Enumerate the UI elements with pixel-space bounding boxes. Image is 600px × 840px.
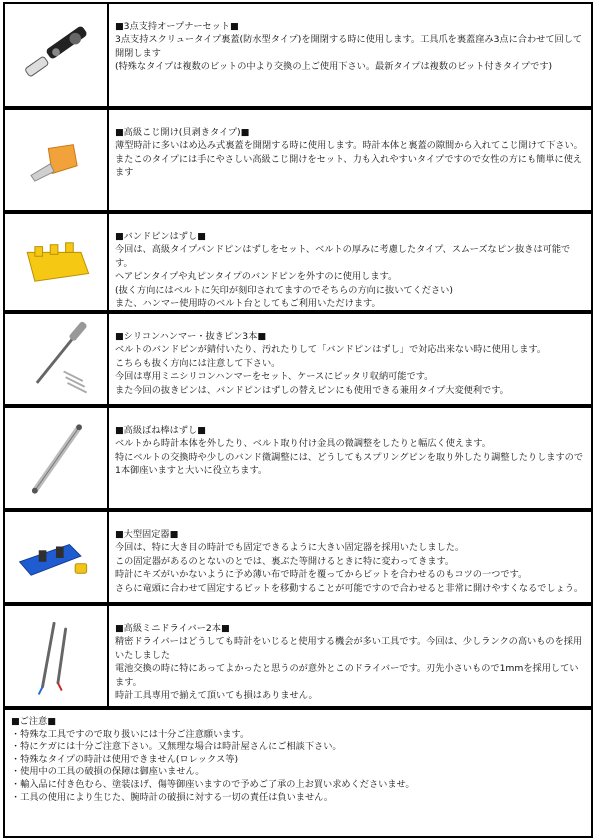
- tool-text-line: (抜く方向にはベルトに矢印が刻印されてますのでそちらの方向に抜いてください): [115, 284, 453, 296]
- tool-text-line: こちらも抜く方向には注意して下さい。: [115, 357, 281, 369]
- caution-title: ■ご注意■: [11, 716, 56, 727]
- tool-text-line: (特殊なタイプは複数のビットの中より交換の上ご使用下さい。最新タイプは複数のビット付きタイプです): [115, 61, 553, 73]
- tool-row-case-holder: [3, 510, 593, 604]
- tool-title: ■3点支持オープナーセット■: [115, 21, 239, 32]
- tool-description: [115, 20, 585, 74]
- tool-text-line: 時計にキズがいかないように予め薄い布で時計を覆ってからビットを合わせるのもコツの一つです。: [115, 569, 528, 581]
- tool-text-line: またこのタイプには手にやさしい高級こじ開けをセット、力も入れやすいタイプですので女性の方にも簡単に使えます: [115, 153, 583, 179]
- tool-row-case-knife: [3, 108, 593, 212]
- case-holder-icon: [5, 512, 109, 602]
- tool-row-hammer-pins: [3, 312, 593, 406]
- hammer-pins-icon: [5, 314, 109, 404]
- tool-title: ■高級ミニドライバー2本■: [115, 623, 230, 634]
- tool-title: ■シリコンハンマー・抜きピン3本■: [115, 331, 267, 342]
- case-knife-icon: [5, 110, 109, 210]
- caution-line: ・工具の使用により生じた、腕時計の破損に対する一切の責任は負いません。: [11, 791, 334, 803]
- tool-text-line: この固定器があるのとないのとでは、裏ぶた等開けるときに特に変わってきます。: [115, 555, 455, 567]
- band-pin-holder-icon: [5, 214, 109, 310]
- tool-description: [115, 424, 585, 478]
- tool-text-line: 今回は、高級タイプバンドピンはずしをセット、ベルトの厚みに考慮したタイプ、スムーズなピン抜きは可能です。: [115, 244, 571, 269]
- tool-title: ■バンドピンはずし■: [115, 231, 206, 242]
- tool-description: [115, 622, 585, 702]
- caution-line: ・特殊な工具ですので取り扱いには十分ご注意願います。: [11, 728, 250, 740]
- tool-text-line: 時計工具専用で揃えて頂いても損はありません。: [115, 690, 318, 702]
- spring-bar-tool-icon: [5, 408, 109, 508]
- tool-text-line: ヘアピンタイプや丸ピンタイプのバンドピンを外すのに使用します。: [115, 271, 398, 283]
- caution-notes: [3, 708, 593, 838]
- tool-row-opener: [3, 2, 593, 108]
- tool-text-line: また、ハンマー使用時のベルト台としてもご利用いただけます。: [115, 298, 381, 310]
- tool-title: ■高級ばね棒はずし■: [115, 425, 206, 436]
- tool-description: [115, 330, 585, 397]
- tool-text-line: さらに竜頭に合わせて固定するビットを移動することが可能ですので合わせると非常に開けやすくなるでしょう。: [115, 582, 584, 594]
- tool-text-line: 薄型時計に多いはめ込み式裏蓋を開閉する時に使用します。時計本体と裏蓋の隙間から入れてこじ開けて下さい。: [115, 140, 583, 152]
- tool-text-line: ベルトのバンドピンが錆付いたり、汚れたりして「バンドピンはずし」で対応出来ない時に使用します。: [115, 344, 547, 356]
- tool-text-line: ベルトから時計本体を外したり、ベルト取り付け金具の微調整をしたりと幅広く使えます。: [115, 438, 491, 450]
- tool-text-line: また今回の抜きピンは、バンドピンはずしの替えピンにも使用できる兼用タイプ大変便利です。: [115, 384, 509, 396]
- tool-title: ■高級こじ開け(貝剥きタイプ)■: [115, 127, 250, 138]
- tool-text-line: 特にベルトの交換時や少しのバンド微調整には、どうしてもスプリングピンを取り外したり調整したりしますので1本御座いますと大いに役立ちます。: [115, 451, 584, 477]
- caution-line: ・輸入品に付き色むら、塗装ほげ、傷等御座いますので予めご了承の上お買い求めくださいませ。: [11, 778, 415, 790]
- caution-line: ・特殊なタイプの時計は使用できません(ロレックス等): [11, 753, 239, 765]
- tool-text-line: 今回は、特に大き目の時計でも固定できるように大きい固定器を採用いたしました。: [115, 542, 465, 554]
- tool-text-line: 電池交換の時に特にあってよかったと思うのが意外とこのドライバーです。刃先小さいもので1mmを採用しています。: [115, 663, 579, 688]
- tool-row-mini-screwdriver: [3, 604, 593, 708]
- mini-screwdriver-icon: [5, 606, 109, 706]
- tool-text-line: 3点支持スクリュータイプ裏蓋(防水型タイプ)を開閉する時に使用します。工具爪を裏蓋窪み3点に合わせて回して開閉します: [115, 34, 583, 59]
- tool-title: ■大型固定器■: [115, 529, 179, 540]
- tool-text-line: 精密ドライバーはどうしても時計をいじると使用する機会が多い工具です。今回は、少しランクの高いものを採用いたしました: [115, 636, 583, 661]
- tool-row-spring-bar: [3, 406, 593, 510]
- three-point-case-opener-icon: [5, 4, 109, 106]
- tool-description: [115, 126, 585, 180]
- tool-row-band-pin-holder: [3, 212, 593, 312]
- caution-line: ・特にケガには十分ご注意下さい。又無理な場合は時計屋さんにご相談下さい。: [11, 741, 342, 753]
- tool-text-line: 今回は専用ミニシリコンハンマーをセット、ケースにピッタリ収納可能です。: [115, 371, 434, 383]
- tool-description: [115, 528, 585, 595]
- tool-list-sheet: [3, 2, 593, 838]
- caution-line: ・使用中の工具の破損の保障は御座いません。: [11, 766, 205, 778]
- tool-description: [115, 230, 585, 310]
